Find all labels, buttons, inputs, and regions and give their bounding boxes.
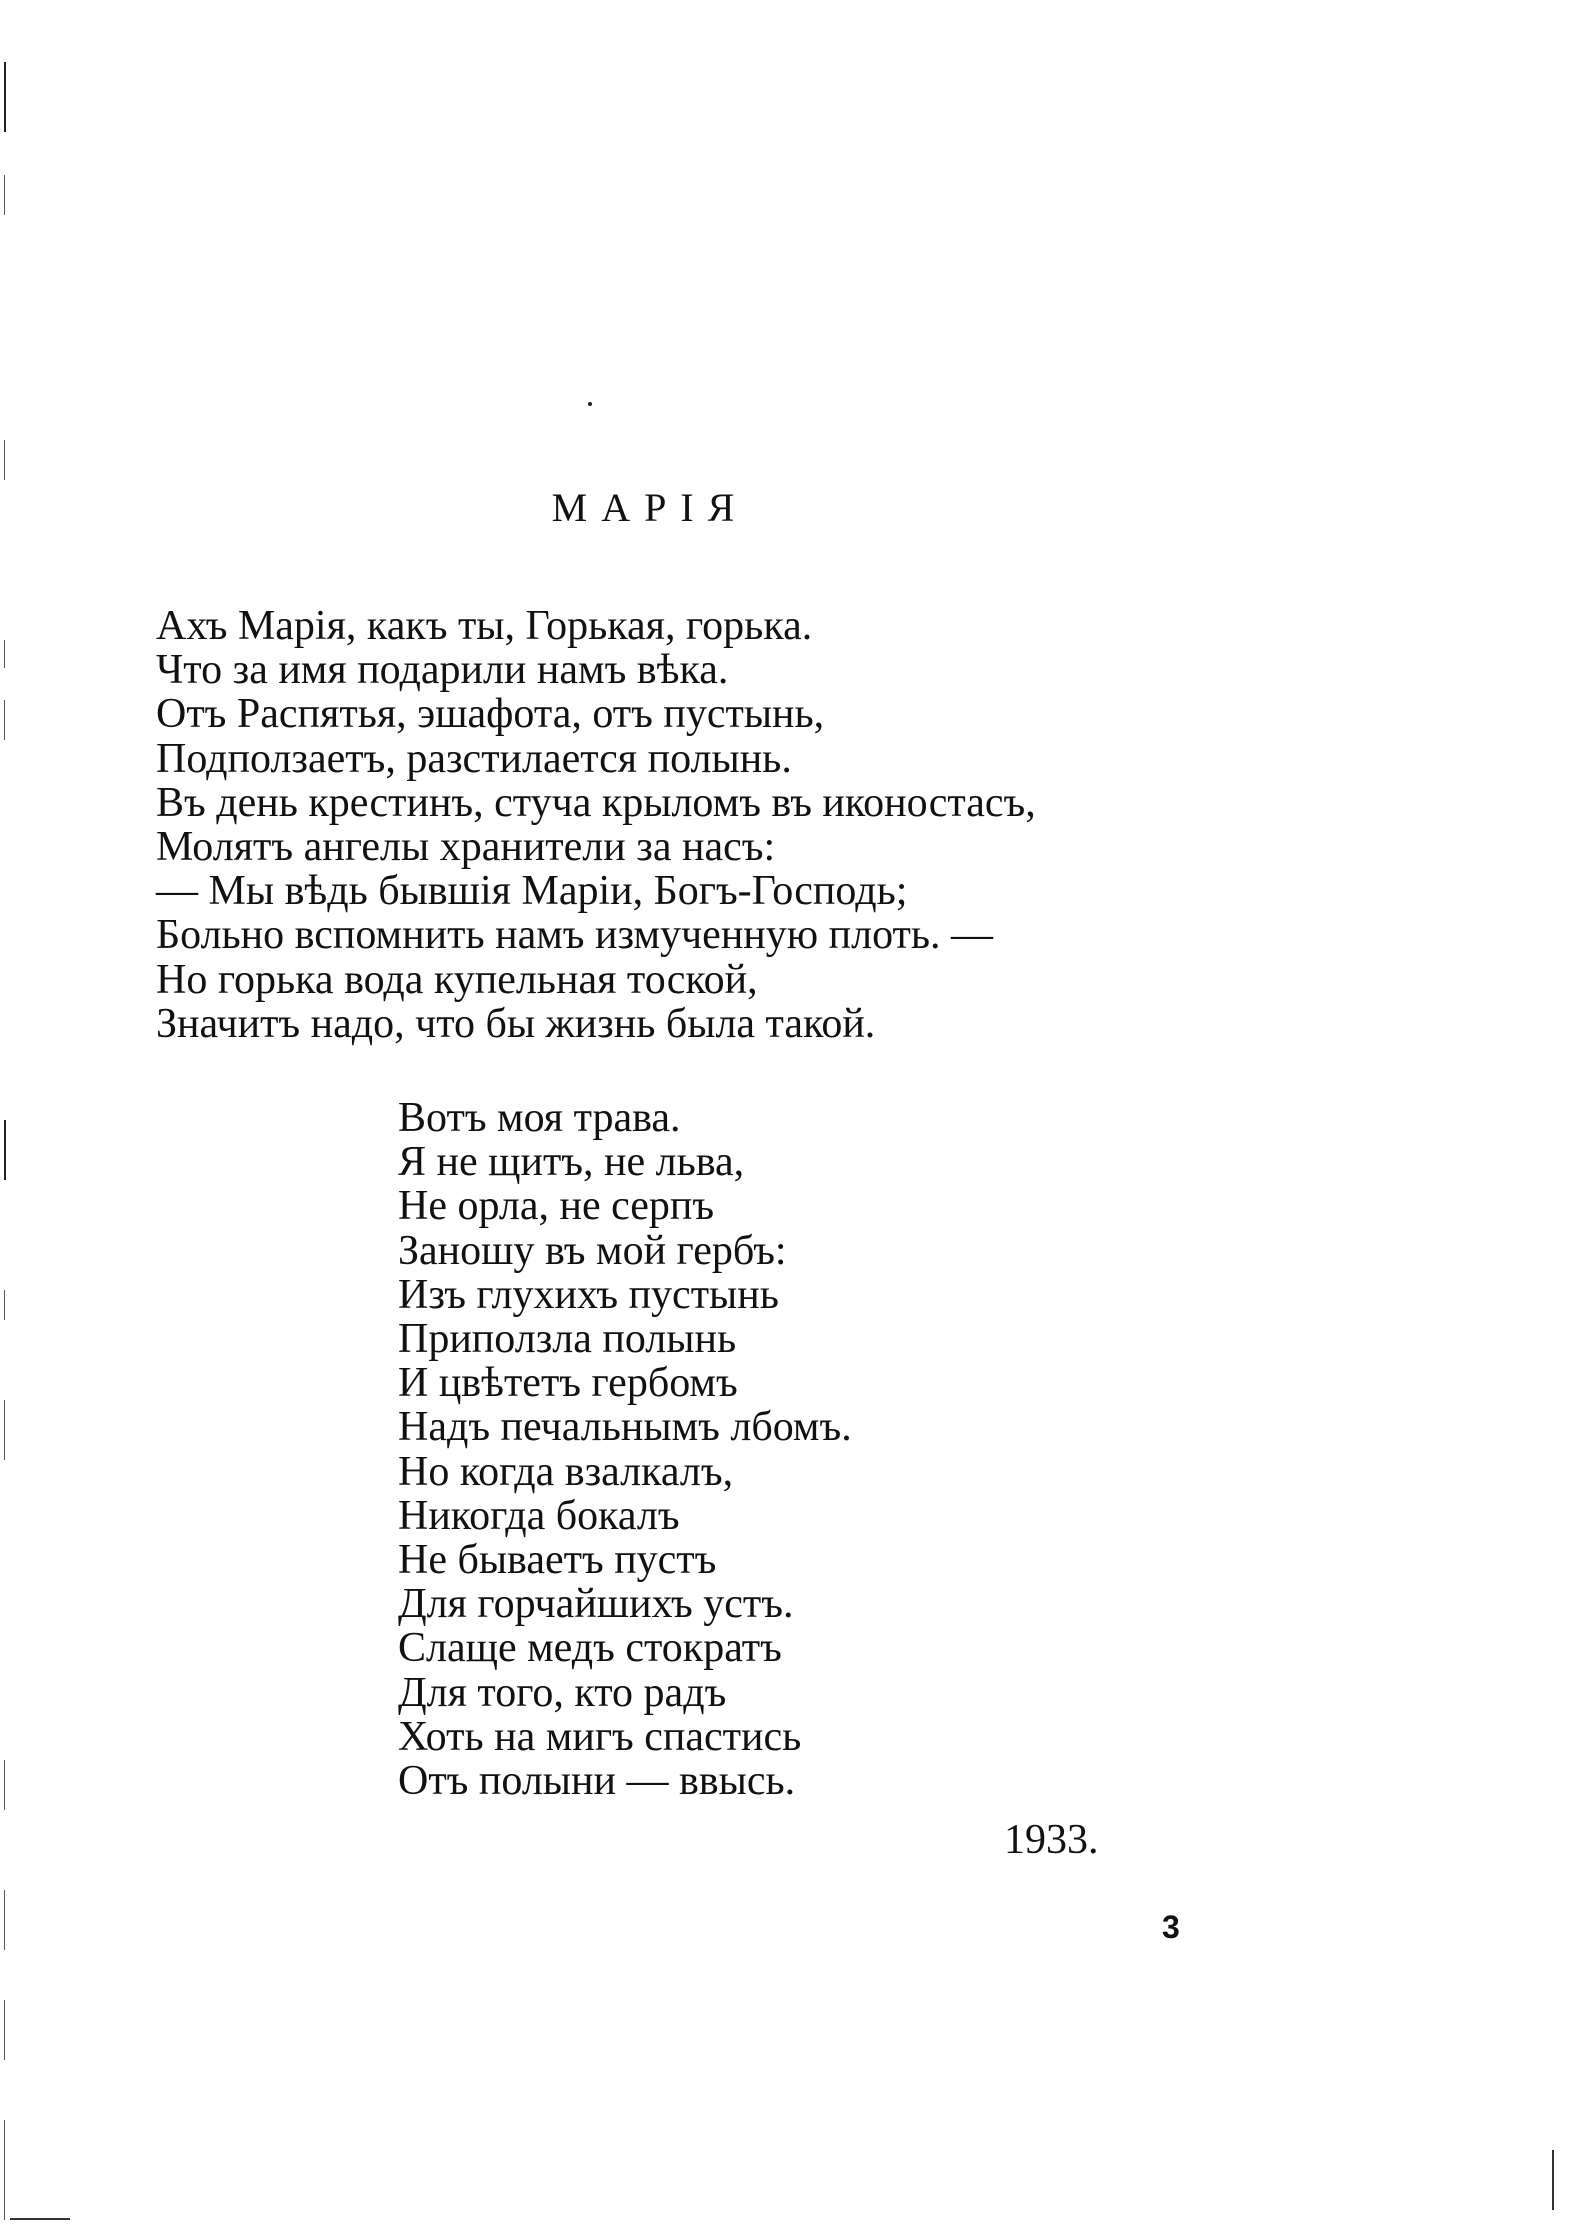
verse-line: — Мы вѣдь бывшія Маріи, Богъ-Господь; (156, 868, 908, 915)
verse-line: Изъ глухихъ пустынь (398, 1271, 779, 1318)
verse-line: Значитъ надо, что бы жизнь была такой. (156, 1000, 876, 1047)
verse-line: Надъ печальнымъ лбомъ. (398, 1404, 852, 1451)
scan-edge-mark (4, 2000, 5, 2060)
scan-edge-mark (4, 1760, 5, 1810)
verse-line: Въ день крестинъ, стуча крыломъ въ иконостасъ, (156, 779, 1036, 826)
verse-line: Ахъ Марія, какъ ты, Горькая, горька. (156, 603, 813, 649)
verse-line: Подползаетъ, разстилается полынь. (156, 735, 792, 782)
scan-edge-mark (4, 175, 5, 215)
scan-edge-mark (4, 1120, 6, 1180)
verse-line: Хоть на мигъ спастись (398, 1713, 802, 1760)
verse-line: Никогда бокалъ (398, 1492, 680, 1539)
crop-mark (1552, 2150, 1554, 2210)
verse-line: И цвѣтетъ гербомъ (398, 1360, 738, 1407)
verse-line: Отъ полыни — ввысь. (398, 1758, 796, 1805)
verse-line: Заношу въ мой гербъ: (398, 1227, 787, 1274)
scan-edge-mark (4, 1890, 5, 1950)
scan-edge-mark (4, 2120, 5, 2220)
verse-line: Молятъ ангелы хранители за насъ: (156, 824, 776, 871)
scan-edge-mark (4, 1400, 5, 1460)
stanza-2 (398, 1096, 852, 1803)
verse-line: Отъ Распятья, эшафота, отъ пустынь, (156, 691, 825, 738)
verse-line: Больно вспомнить намъ измученную плоть. — (156, 912, 994, 959)
verse-line: Слаще медъ стократъ (398, 1625, 782, 1672)
verse-line: Но горька вода купельная тоской, (156, 956, 758, 1003)
scan-edge-mark (4, 1290, 5, 1320)
scan-edge-mark (4, 700, 5, 740)
poem-title: МАРІЯ (551, 485, 749, 530)
verse-line: Приползла полынь (398, 1316, 737, 1363)
verse-line: Что за имя подарили намъ вѣка. (156, 647, 729, 694)
scan-edge-mark (4, 440, 5, 480)
stanza-1 (156, 604, 1036, 1046)
verse-line: Для того, кто радъ (398, 1669, 727, 1716)
crop-mark (10, 2218, 70, 2220)
verse-line: Не бываетъ пустъ (398, 1537, 717, 1584)
verse-line: Вотъ моя трава. (398, 1095, 681, 1141)
verse-line: Я не щитъ, не льва, (398, 1139, 745, 1186)
verse-line: Но когда взалкалъ, (398, 1448, 734, 1495)
stray-dot (588, 402, 592, 406)
verse-line: Не орла, не серпъ (398, 1183, 715, 1230)
poem-date: 1933. (1004, 1817, 1099, 1863)
page-number: 3 (1162, 1909, 1180, 1945)
scan-edge-mark (4, 62, 6, 132)
verse-line: Для горчайшихъ устъ. (398, 1581, 794, 1628)
scan-edge-mark (4, 640, 5, 668)
